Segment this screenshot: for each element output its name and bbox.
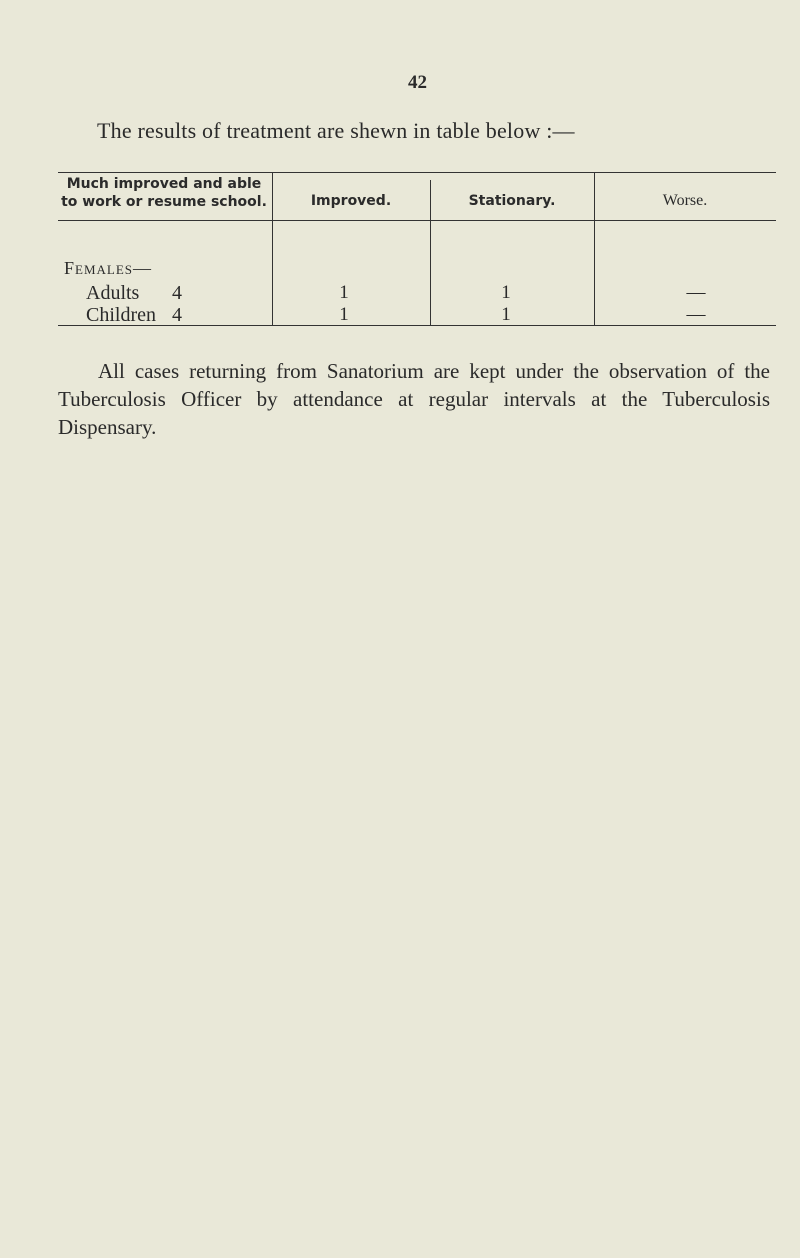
header-worse: Worse.	[662, 192, 708, 209]
body-paragraph: All cases returning from Sanatorium are kept under the observation of the Tuberculosis Officer by attendance at regular intervals at the Tuberculosis Dispensary.	[58, 359, 770, 439]
intro-text: The results of treatment are shewn in table below :—	[97, 118, 575, 143]
cell-worse: —	[686, 304, 706, 325]
cell-worse: —	[686, 282, 706, 303]
results-table	[58, 172, 776, 326]
cell-stationary: 1	[501, 304, 511, 325]
row-label-children: Children	[86, 304, 156, 326]
cell-stationary: 1	[501, 282, 511, 303]
table-header-rule	[58, 220, 776, 221]
table-bottom-rule	[58, 325, 776, 326]
section-females: Females—	[64, 258, 153, 278]
page-number: 42	[408, 72, 427, 93]
cell-improved: 1	[339, 282, 349, 303]
row-count-children: 4	[172, 304, 182, 326]
header-much-improved: Much improved and able to work or resume school.	[61, 176, 267, 210]
table-top-rule	[58, 172, 776, 173]
cell-improved: 1	[339, 304, 349, 325]
header-improved: Improved.	[310, 193, 392, 209]
row-label-adults: Adults	[86, 282, 140, 304]
header-stationary: Stationary.	[468, 193, 556, 209]
row-count-adults: 4	[172, 282, 182, 304]
